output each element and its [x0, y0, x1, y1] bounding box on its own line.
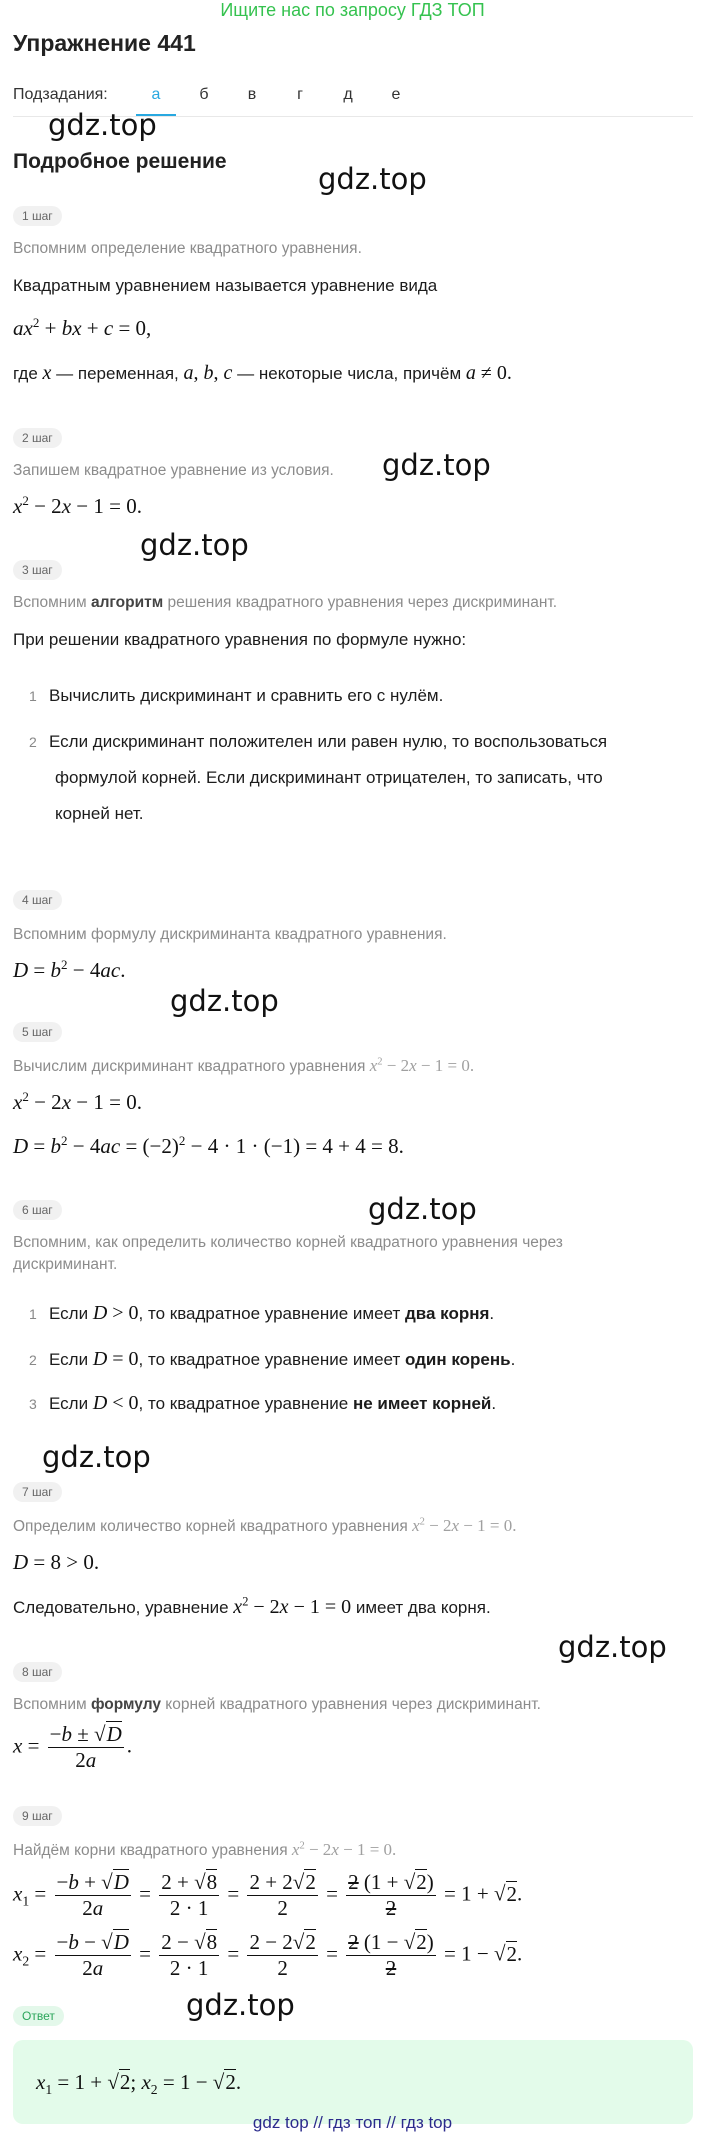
discriminant-value: D = 8 > 0.	[13, 1550, 100, 1574]
where-mid2: — некоторые числа, причём	[237, 364, 462, 383]
list-item-line: Если дискриминант положителен или равен нулю, то воспользоваться	[49, 732, 608, 751]
step-text: Квадратным уравнением называется уравнение вида	[13, 276, 438, 295]
watermark: gdz.top	[48, 108, 157, 142]
step-badge: 5 шаг	[13, 1022, 62, 1042]
root-x2-calculation: $x_2$ = $\frac{-b - √D}{2a}$ = $\frac{2 - √8}{2 \cdot 1}$ = $\frac{2 - 2√2}{2}$ = $\frac{2 (1 - √2)}{2}$ = 1 − √2.	[13, 1930, 523, 1981]
step-hint: Определим количество корней квадратного уравнения $x^2 - 2x - 1 = 0$.	[13, 1516, 517, 1535]
step-hint-line: дискриминант.	[13, 1256, 118, 1273]
list-item: Если D = 0, то квадратное уравнение имеет один корень.	[49, 1348, 516, 1370]
step-badge: 2 шаг	[13, 428, 62, 448]
promo-banner[interactable]: Ищите нас по запросу ГДЗ ТОП	[220, 0, 485, 20]
step-badge: 6 шаг	[13, 1200, 62, 1220]
where-prefix: где	[13, 364, 38, 383]
answer-badge: Ответ	[13, 2006, 64, 2026]
step-badge: 3 шаг	[13, 560, 62, 580]
watermark: gdz.top	[186, 1988, 295, 2022]
step-text: При решении квадратного уравнения по формуле нужно:	[13, 630, 467, 649]
tab-a[interactable]: а	[151, 86, 161, 103]
step-hint-line: Вспомним, как определить количество корней квадратного уравнения через	[13, 1234, 563, 1251]
roots-formula: x = $\frac{-b \pm √D}{2a}$ .	[13, 1722, 132, 1773]
list-number: 2	[29, 734, 37, 750]
tab-d[interactable]: д	[343, 86, 353, 103]
section-title: Подробное решение	[13, 150, 227, 173]
list-item-line: корней нет.	[55, 804, 144, 823]
step-hint: Вычислим дискриминант квадратного уравнения $x^2 - 2x - 1 = 0$.	[13, 1056, 475, 1075]
step-badge: 7 шаг	[13, 1482, 62, 1502]
list-number: 1	[29, 1306, 37, 1322]
subtasks-label: Подзадания:	[13, 86, 108, 103]
watermark: gdz.top	[318, 162, 427, 196]
root-x1-calculation: $x_1$ = $\frac{-b + √D}{2a}$ = $\frac{2 + √8}{2 \cdot 1}$ = $\frac{2 + 2√2}{2}$ = $\frac{2 (1 + √2)}{2}$ = 1 + √2.	[13, 1870, 523, 1921]
watermark: gdz.top	[558, 1630, 667, 1664]
hint-equation: $x^2 - 2x - 1 = 0$.	[412, 1516, 517, 1535]
list-item: Вычислить дискриминант и сравнить его с нулём.	[49, 686, 444, 705]
step-hint: Вспомним формулу дискриминанта квадратного уравнения.	[13, 926, 447, 943]
math-x: x	[42, 362, 52, 384]
answer-formula: $x_1 = 1 + √2$; $x_2 = 1 - √2$.	[36, 2070, 242, 2098]
step-badge: 8 шаг	[13, 1662, 62, 1682]
step-badge: 1 шаг	[13, 206, 62, 226]
watermark: gdz.top	[140, 528, 249, 562]
hint-equation: $x^2 - 2x - 1 = 0$.	[291, 1840, 397, 1859]
given-equation: $x^2 - 2x - 1 = 0$.	[13, 492, 142, 518]
math-a-neq-0: a ≠ 0.	[465, 362, 512, 384]
step-where-line	[13, 362, 512, 385]
list-item-line: формулой корней. Если дискриминант отрицателен, то записать, что	[55, 768, 603, 787]
watermark: gdz.top	[368, 1192, 477, 1226]
watermark: gdz.top	[42, 1440, 151, 1474]
hint-equation: $x^2 - 2x - 1 = 0$.	[369, 1056, 475, 1075]
tab-b[interactable]: б	[199, 86, 209, 103]
conclusion: Следовательно, уравнение $x^2 - 2x - 1 = 0$ имеет два корня.	[13, 1594, 491, 1618]
tab-g[interactable]: г	[297, 86, 303, 103]
where-mid1: — переменная,	[56, 364, 179, 383]
step-badge: 9 шаг	[13, 1806, 62, 1826]
math-abc: a, b, c	[183, 362, 233, 384]
page-title: Упражнение 441	[13, 30, 196, 56]
discriminant-formula: $D = b^2 - 4ac$.	[13, 956, 126, 982]
footer-links[interactable]: gdz top // гдз топ // гдз top	[252, 2113, 453, 2132]
step-hint: Запишем квадратное уравнение из условия.	[13, 462, 334, 479]
step-hint: Вспомним формулу корней квадратного уравнения через дискриминант.	[13, 1696, 541, 1713]
list-number: 3	[29, 1396, 37, 1412]
step-badge: 4 шаг	[13, 890, 62, 910]
discriminant-calculation: $D = b^2 - 4ac = (-2)^2 - 4 \cdot 1 \cdot (-1) = 4 + 4 = 8$.	[13, 1132, 404, 1158]
list-number: 2	[29, 1352, 37, 1368]
step-hint: Вспомним алгоритм решения квадратного уравнения через дискриминант.	[13, 594, 558, 611]
list-item: Если D < 0, то квадратное уравнение не имеет корней.	[49, 1392, 497, 1414]
tab-e[interactable]: е	[391, 86, 401, 103]
quadratic-general-formula: $ax^2$ + bx + c = 0,	[13, 314, 152, 340]
list-item: Если D > 0, то квадратное уравнение имеет два корня.	[49, 1302, 495, 1324]
watermark: gdz.top	[170, 984, 279, 1018]
equation: $x^2 - 2x - 1 = 0$.	[13, 1088, 142, 1114]
list-number: 1	[29, 688, 37, 704]
step-hint: Найдём корни квадратного уравнения $x^2 - 2x - 1 = 0$.	[13, 1840, 397, 1859]
watermark: gdz.top	[382, 448, 491, 482]
step-hint: Вспомним определение квадратного уравнения.	[13, 240, 362, 257]
tab-v[interactable]: в	[247, 86, 257, 103]
